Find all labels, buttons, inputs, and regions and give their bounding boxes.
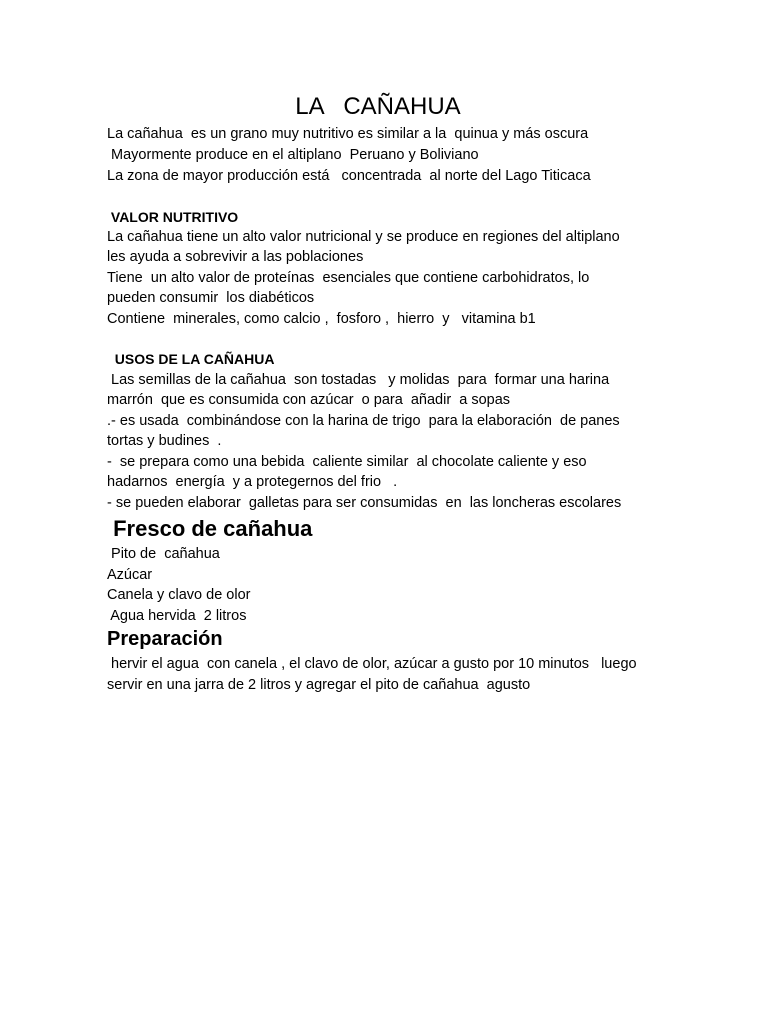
usos-line: .- es usada combinándose con la harina de trigo para la elaboración de panes [107,413,620,429]
usos-heading: USOS DE LA CAÑAHUA [107,351,275,367]
ingredient-line: Agua hervida 2 litros [107,608,247,624]
valor-line: Tiene un alto valor de proteínas esenciales que contiene carbohidratos, lo [107,270,590,286]
intro-line: La zona de mayor producción está concentrada al norte del Lago Titicaca [107,168,591,184]
usos-line: - se pueden elaborar galletas para ser consumidas en las loncheras escolares [107,495,622,511]
valor-line: Contiene minerales, como calcio , fosforo , hierro y vitamina b1 [107,311,536,327]
document-title: LA CAÑAHUA [295,93,461,120]
usos-line: marrón que es consumida con azúcar o para añadir a sopas [107,392,511,408]
valor-line: les ayuda a sobrevivir a las poblaciones [107,249,364,265]
valor-nutritivo-heading: VALOR NUTRITIVO [107,209,239,225]
ingredient-line: Canela y clavo de olor [107,587,251,603]
valor-line: pueden consumir los diabéticos [107,290,315,306]
ingredient-line: Pito de cañahua [107,546,220,562]
usos-line: - se prepara como una bebida caliente similar al chocolate caliente y eso [107,454,587,470]
usos-line: Las semillas de la cañahua son tostadas y molidas para formar una harina [107,372,610,388]
usos-line: tortas y budines . [107,433,222,449]
intro-line: Mayormente produce en el altiplano Peruano y Boliviano [107,147,479,163]
preparacion-line: servir en una jarra de 2 litros y agregar el pito de cañahua agusto [107,677,531,693]
preparacion-heading: Preparación [107,628,223,650]
ingredient-line: Azúcar [107,567,153,583]
preparacion-line: hervir el agua con canela , el clavo de olor, azúcar a gusto por 10 minutos luego [107,656,637,672]
usos-line: hadarnos energía y a protegernos del frio . [107,474,398,490]
fresco-heading: Fresco de cañahua [107,516,313,541]
intro-line: La cañahua es un grano muy nutritivo es similar a la quinua y más oscura [107,126,589,142]
valor-line: La cañahua tiene un alto valor nutricional y se produce en regiones del altiplano [107,229,620,245]
